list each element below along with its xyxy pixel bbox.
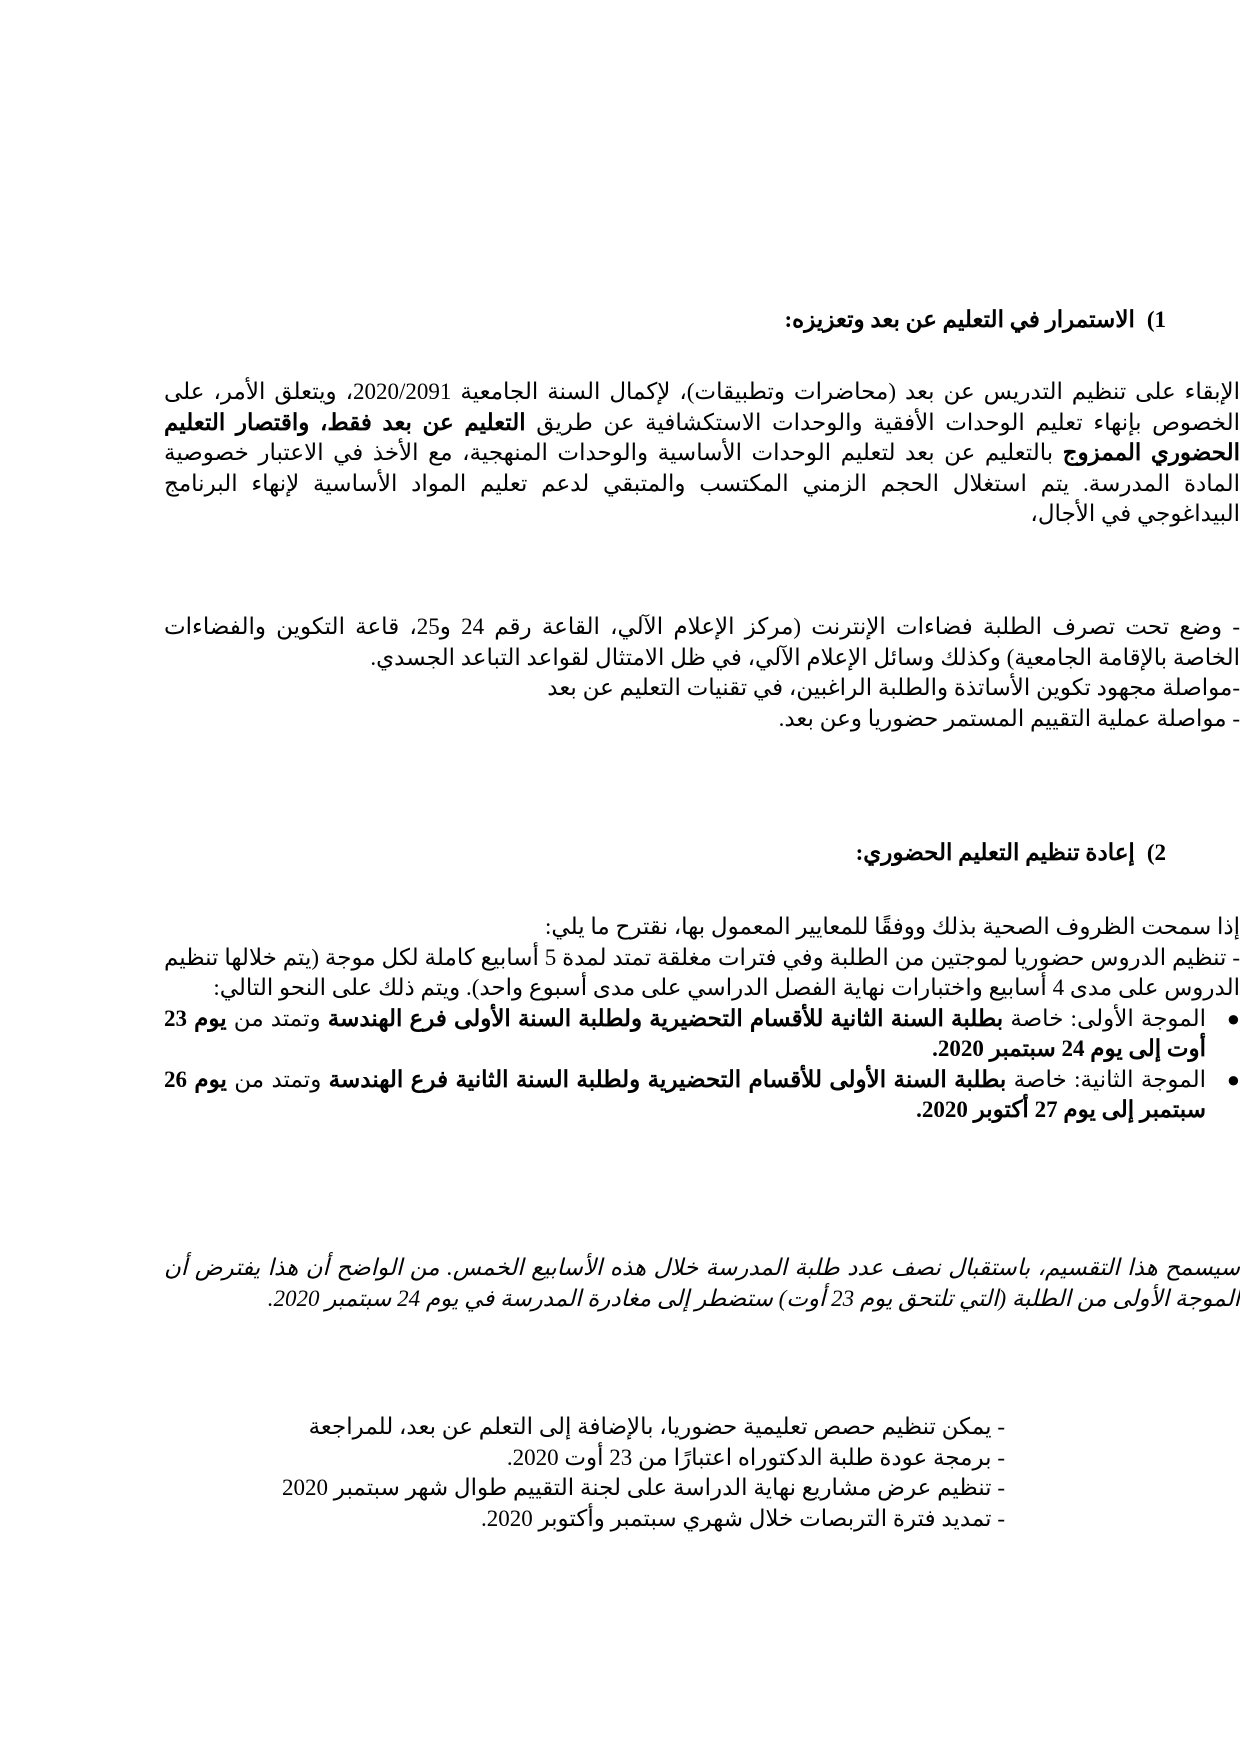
section-2-body bbox=[164, 912, 1240, 1126]
section-1-heading bbox=[785, 305, 1166, 335]
wave-2-audience: بطلبة السنة الأولى للأقسام التحضيرية ولطلبة السنة الثانية فرع الهندسة bbox=[328, 1066, 1007, 1092]
italic-note: سيسمح هذا التقسيم، باستقبال نصف عدد طلبة المدرسة خلال هذه الأسابيع الخمس. من الواضح أن هذا يفترض أن الموجة الأولى من الطلبة (التي تلتحق يوم 23 أوت) ستضطر إلى مغادرة المدرسة في يوم 24 سبتمبر 2020. bbox=[164, 1255, 1240, 1311]
measure-item-1: - وضع تحت تصرف الطلبة فضاءات الإنترنت (مركز الإعلام الآلي، القاعة رقم 24 و25، قاعة التكوين والفضاءات الخاصة بالإقامة الجامعية) وكذلك وسائل الإعلام الآلي، في ظل الامتثال لقواعد التباعد الجسدي. bbox=[164, 614, 1240, 670]
bullet-icon: ● bbox=[1226, 1066, 1240, 1092]
section-1-number: 1) bbox=[1146, 307, 1166, 332]
wave-1-audience: بطلبة السنة الثانية للأقسام التحضيرية ولطلبة السنة الأولى فرع الهندسة bbox=[327, 1005, 1004, 1031]
wave-2-mid: وتمتد من bbox=[226, 1066, 329, 1092]
additional-measures-list bbox=[282, 1412, 1005, 1534]
additional-item-2: - برمجة عودة طلبة الدكتوراه اعتبارًا من 23 أوت 2020. bbox=[506, 1444, 1005, 1470]
wave-2-dates: يوم 26 سبتمبر إلى يوم 27 أكتوبر 2020. bbox=[164, 1066, 1206, 1122]
section-1-title: الاستمرار في التعليم عن بعد وتعزيزه: bbox=[784, 307, 1135, 332]
intro-text-2 bbox=[309, 410, 320, 435]
section-2-heading bbox=[856, 838, 1166, 868]
wave-1-dates: يوم 23 أوت إلى يوم 24 سبتمبر 2020. bbox=[164, 1005, 1206, 1061]
intro-text-1: الإبقاء على تنظيم التدريس عن بعد (محاضرات وتطبيقات)، لإكمال السنة الجامعية 2020/2091، ويتعلق الأمر، على الخصوص بإنهاء تعليم الوحدات الأفقية والوحدات الاستكشافية عن طريق bbox=[164, 379, 1240, 435]
wave-item-2 bbox=[164, 1065, 1240, 1126]
conditions-line-1: إذا سمحت الظروف الصحية بذلك ووفقًا للمعايير المعمول بها، نقترح ما يلي: bbox=[545, 914, 1240, 939]
section-2-number: 2) bbox=[1146, 840, 1166, 865]
additional-item-4: - تمديد فترة التربصات خلال شهري سبتمبر وأكتوبر 2020. bbox=[480, 1505, 1005, 1531]
wave-2-lead: الموجة الثانية: خاصة bbox=[1006, 1066, 1206, 1092]
wave-1-lead: الموجة الأولى: خاصة bbox=[1003, 1005, 1206, 1031]
section-1-measures-list bbox=[164, 612, 1240, 734]
intro-text-3: بالتعليم عن بعد لتعليم الوحدات الأساسية والوحدات المنهجية، مع الأخذ في الاعتبار خصوصية المادة المدرسة. يتم استغلال الحجم الزمني المكتسب والمتبقي لدعم تعليم المواد الأساسية لإنهاء البرنامج البيداغوجي في الأجال، bbox=[164, 440, 1240, 526]
wave-item-1 bbox=[164, 1004, 1240, 1065]
measure-item-2: -مواصلة مجهود تكوين الأساتذة والطلبة الراغبين، في تقنيات التعليم عن بعد bbox=[547, 675, 1240, 700]
intro-bold-1: التعليم عن بعد فقط، bbox=[319, 409, 526, 435]
bullet-icon: ● bbox=[1226, 1005, 1240, 1031]
additional-item-1: - يمكن تنظيم حصص تعليمية حضوريا، بالإضافة إلى التعلم عن بعد، للمراجعة bbox=[308, 1414, 1005, 1439]
intro-paragraph bbox=[164, 377, 1240, 530]
conditions-line-2: - تنظيم الدروس حضوريا لموجتين من الطلبة وفي فترات مغلقة تمتد لمدة 5 أسابيع كاملة لكل موجة (يتم خلالها تنظيم الدروس على مدى 4 أسابيع واختبارات نهاية الفصل الدراسي على مدى أسبوع واحد). ويتم ذلك على النحو التالي: bbox=[164, 944, 1240, 1000]
document-page bbox=[164, 0, 1240, 1755]
intro-bold-2: واقتصار التعليم الحضوري الممزوج bbox=[164, 409, 1240, 465]
measure-item-3: - مواصلة عملية التقييم المستمر حضوريا وعن بعد. bbox=[778, 705, 1240, 731]
wave-1-mid: وتمتد من bbox=[226, 1005, 328, 1031]
additional-item-3: - تنظيم عرض مشاريع نهاية الدراسة على لجنة التقييم طوال شهر سبتمبر 2020 bbox=[282, 1475, 1005, 1500]
section-2-title: إعادة تنظيم التعليم الحضوري: bbox=[855, 840, 1135, 865]
